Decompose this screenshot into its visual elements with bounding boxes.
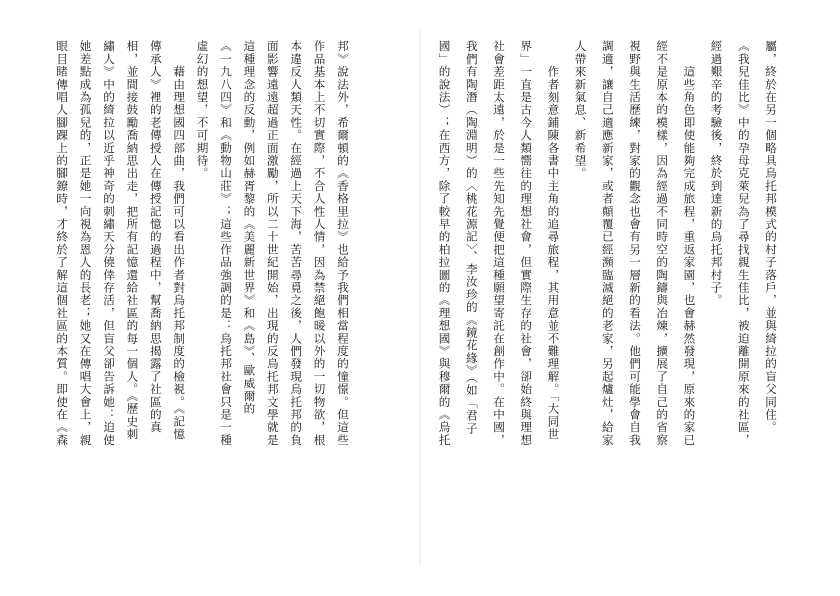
text-column: 這種理念的反動，例如赫胥黎的《美麗新世界》和《島》、歐威爾的 — [242, 40, 257, 416]
text-column: 人帶來新氣息、新希望。 — [573, 40, 588, 180]
text-column: 《我兒佳比》中的孕母克萊兒為了尋找親生佳比，被迫離開原來的社區， — [736, 40, 751, 447]
text-column: 這些角色即使能夠完成旅程，重返家園，也會赫然發現，原來的家已 — [682, 40, 697, 447]
text-column: 作者刻意鋪陳各書中主角的追尋旅程，其用意並不難理解。「大同世 — [546, 40, 561, 441]
text-column: 國」的說法）；在西方，除了較早的柏拉圖的《理想國》與穆爾的《烏托 — [437, 40, 452, 447]
text-column: 界」一直是古今人類嚮往的理想社會，但實際生存的社會，卻始終與理想 — [519, 40, 534, 447]
text-column: 傳承人》裡的老傳授人在傳授記憶的過程中，幫喬納思揭露了社區的真 — [148, 40, 163, 434]
page-gutter — [419, 30, 421, 566]
text-column: 屬，終於在另一個略具烏托邦模式的村子落戶，並與綺拉的盲父同住。 — [764, 40, 778, 434]
text-column: 虛幻的想望，不可期待。 — [195, 40, 210, 180]
text-column: 本違反人類天性。在經過上天下海，苦苦尋覓之後，人們發現烏托邦的負 — [289, 40, 304, 447]
text-column: 我們有陶潛（陶淵明）的〈桃花源記〉、李汝珍的《鏡花緣》（如「君子 — [464, 40, 479, 435]
text-column: 經過艱辛的考驗後，終於到達新的烏托邦村子。 — [709, 40, 724, 307]
text-column: 相，並間接鼓勵喬納思出走，把所有記憶還給社區的每一個人。《歷史刺 — [125, 40, 140, 441]
text-column: 邦》說法外，希爾頓的《香格里拉》也給予我們相當程度的憧憬。但這些 — [336, 40, 350, 447]
text-column: 眼目睹傳唱人腳踝上的腳鐐時，才終於了解這個社區的本質。即使在《森 — [55, 40, 70, 447]
text-column: 視野與生活歷練，對家的觀念也會有另一層新的看法。他們可能學會自我 — [628, 40, 642, 447]
text-column: 經不是原本的模樣，因為經過不同時空的陶鑄與冶煉，擴展了自己的省察 — [655, 40, 670, 447]
text-column: 作品基本上不切實際，不合人性人情，因為禁絕飽暖以外的一切物欲，根 — [312, 40, 327, 447]
text-column: 《一九八四》和《動物山莊》；這些作品強調的是：烏托邦社會只是一種 — [219, 40, 233, 447]
text-column: 調適，讓自己適應新家，或者顛覆已經瀕臨滅絕的老家，另起爐灶，給家 — [600, 40, 615, 447]
text-column: 面影響遠遠超過正面激勵，所以二十世紀開始，出現的反烏托邦文學就是 — [265, 40, 280, 447]
text-column: 她差點成為孤兒的，正是她一向視為恩人的長老；她又在傳唱大會上，親 — [78, 40, 93, 447]
text-column: 藉由理想國四部曲，我們可以看出作者對烏托邦制度的檢視。《記憶 — [172, 40, 187, 441]
text-column: 社會差距太遠，於是一些先知先覺便把這種願望寄託在創作中。在中國， — [492, 40, 506, 447]
text-column: 繡人》中的綺拉以近乎神奇的刺繡天分僥倖存活，但盲父卻告訴她：迫使 — [102, 40, 116, 447]
